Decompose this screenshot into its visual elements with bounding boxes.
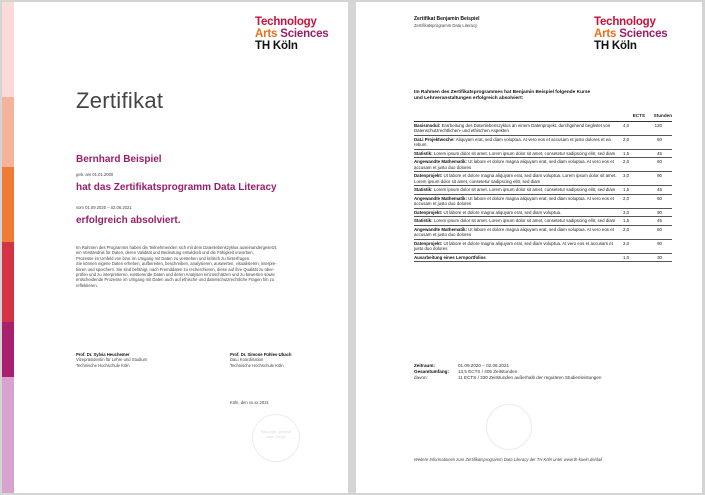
course-hours: 45	[657, 187, 662, 192]
course-text: Lorem ipsum dolor sit amet. Lorem ipsum dolor sit amet, consetetur sadipscing elitr, sed diam	[432, 218, 616, 223]
place-date: Köln, den xx.xx.2021	[230, 400, 269, 405]
course-description	[414, 158, 619, 171]
course-ects: 1,5	[623, 150, 630, 156]
course-title: Statistik:	[414, 187, 433, 192]
body-line: Im Rahmen des Programms haben die Teilnehmenden sich mit dem Datenlebenszyklus auseinandergesetzt,	[76, 245, 278, 250]
signer-2	[230, 352, 291, 368]
course-description	[414, 240, 619, 253]
course-description	[414, 122, 619, 135]
transcript-intro	[414, 90, 590, 103]
color-stripe-red	[2, 242, 14, 322]
course-description	[414, 254, 619, 262]
program-statement: hat das Zertifikatsprogramm Data Literacy	[76, 182, 277, 193]
course-hours: 120	[654, 122, 662, 128]
course-table	[414, 113, 672, 262]
course-title: Angewandte Mathematik:	[414, 226, 467, 232]
certificate-body-text	[76, 245, 338, 288]
course-title: DaLi Projektwoche:	[414, 136, 455, 142]
course-ects: 2,0	[623, 226, 630, 232]
course-title: Statistik:	[414, 218, 433, 223]
seal-stamp	[252, 414, 300, 462]
course-text: Erarbeitung des Datenlebenszyklus an einem Datenprojekt, durchgehend begleitet von Datenschutzrechtlichen- und ethischen Aspekten	[414, 122, 611, 133]
course-description	[414, 186, 619, 194]
th-koeln-logo	[255, 16, 329, 52]
body-line: entscheidende Prozesse im Umgang mit Daten auch auf ethische und datenschutzrechtliche Fragen hin zu	[76, 277, 275, 283]
transcript-header-title: Zertifikat Benjamin Beispiel	[414, 16, 480, 22]
course-hours: 60	[657, 159, 662, 164]
course-description	[414, 217, 619, 225]
course-ects: 2,0	[623, 159, 630, 164]
course-row	[414, 217, 672, 226]
summary-zeitraum-value: 01.09.2020 – 02.06.2021	[458, 363, 510, 368]
course-row	[414, 172, 672, 186]
program-period: vom 01.09.2020 – 02.06.2021	[76, 205, 132, 210]
course-ects: 1,5	[623, 187, 630, 192]
course-hours: 60	[657, 195, 662, 201]
recipient-name: Bernhard Beispiel	[76, 154, 162, 165]
course-description	[414, 136, 619, 149]
summary-davon-label: davon:	[414, 375, 428, 380]
logo-line-technology: Technology	[594, 16, 656, 28]
course-text: Ut labore et dolore magna aliquyam erat, sed diam voluptua. At vero eos et accusam et justo duo dolores	[414, 159, 614, 170]
logo-line-technology: Technology	[255, 16, 317, 28]
course-hours: 60	[657, 226, 662, 232]
course-hours: 45	[657, 150, 662, 156]
course-hours: 90	[657, 240, 662, 246]
transcript-summary	[414, 363, 601, 381]
signer-1-org: Technische Hochschule Köln	[76, 362, 130, 368]
course-row	[414, 240, 672, 254]
course-ects: 3,0	[623, 173, 630, 178]
course-description	[414, 172, 619, 185]
signer-2-role: DaLi Koordination	[230, 357, 264, 363]
certificate-title: Zertifikat	[76, 88, 164, 113]
course-hours: 45	[657, 218, 662, 223]
body-line: Prozesse im Umfeld von bzw. im Umgang mit Daten zu verstehen und kritisch zu hinterfragen.	[76, 255, 251, 261]
signer-1-role: Vizepräsidentin für Lehre und Studium	[76, 357, 148, 363]
course-title: Ausarbeitung eines Lernportfolios	[414, 254, 486, 260]
course-text: Lorem ipsum dolor sit amet. Lorem ipsum dolor sit amet, consetetur sadipscing elitr, sed diam	[432, 187, 616, 192]
course-rows	[414, 122, 672, 263]
course-title: Datenprojekt:	[414, 209, 443, 215]
logo-line-th-koeln: TH Köln	[255, 40, 298, 52]
course-row	[414, 195, 672, 209]
course-text: Lorem ipsum dolor sit amet. Lorem ipsum dolor sit amet, consetetur sadipscing elitr, sed diam	[432, 150, 616, 156]
body-line: Sie können eigene Daten erheben, aufbereiten, beschreiben, analysieren, auswerten, visualisieren, interpre-	[76, 261, 277, 267]
course-text: Ut labore et dolore magna aliquyam erat, sed diam voluptua. Lorem ipsum dolor sit amet. Lorem ipsum dolor sit amet, consetetur sadipscing elitr, sed diam	[414, 173, 617, 184]
course-text: Ut labore et dolore magna aliquyam erat, sed diam voluptua. At vero eos et accusam et justo duo dolores	[414, 195, 614, 206]
course-title: Angewandte Mathematik:	[414, 159, 467, 164]
course-hours: 60	[657, 136, 662, 142]
course-description	[414, 150, 619, 158]
col-ects-header: ECTS	[632, 113, 645, 118]
summary-umfang-value: 13,5 ECTS / 405 Zeitstunden	[458, 369, 518, 374]
logo-word-arts: Arts	[594, 28, 617, 40]
transcript-page	[356, 2, 702, 493]
course-row	[414, 158, 672, 172]
logo-word-sciences: Sciences	[280, 28, 329, 40]
course-text: Ut labore et dolore magna aliquyam erat, sed diam voluptua. At vero eos et accusam et justo duo dolores	[414, 226, 614, 237]
transcript-footer: Weitere Informationen zum Zertifikatsprogramm Data Literacy der TH Köln unter www.th-koeln.de/dali	[414, 457, 603, 462]
seal-text: Sitzungs- gemäß oder Siegel	[260, 429, 292, 439]
course-hours: 90	[657, 173, 662, 178]
intro-line-1: Im Rahmen des Zertifikatsprogrammes hat Benjamin Beispiel folgende Kurse	[414, 90, 591, 95]
course-row	[414, 136, 672, 150]
course-row	[414, 186, 672, 195]
course-row	[414, 122, 672, 136]
course-text: Ut labore et dolore magna aliquyam erat, sed diam voluptua.	[442, 209, 562, 215]
course-ects: 3,0	[623, 209, 630, 215]
logo-word-arts: Arts	[255, 28, 278, 40]
course-title: Datenprojekt:	[414, 173, 443, 178]
signer-2-name: Prof. Dr. Simone Fühles-Ubach	[230, 352, 292, 357]
course-row	[414, 150, 672, 159]
course-title: Datenprojekt:	[414, 240, 443, 246]
certificate-page	[2, 2, 348, 493]
course-ects: 2,0	[623, 195, 630, 201]
summary-zeitraum-label: Zeitraum:	[414, 363, 435, 368]
birth-date: geb. am 01.01.2000	[76, 172, 114, 177]
seal-stamp	[486, 404, 532, 450]
summary-umfang-label: Gesamtumfang:	[414, 369, 449, 374]
course-hours: 90	[657, 209, 662, 215]
color-stripe-salmon	[2, 97, 14, 167]
body-line: ein Verständnis für Daten, deren Validität und Bedeutung entwickelt und die Fähigkeit erworben,	[76, 250, 254, 256]
completion-statement: erfolgreich absolviert.	[76, 215, 181, 226]
course-table-header	[414, 113, 672, 122]
color-stripe-purple	[2, 322, 14, 377]
color-stripe-pink	[2, 2, 14, 97]
course-ects: 1,5	[623, 218, 630, 223]
col-hours-header: Stunden	[653, 113, 672, 118]
logo-word-sciences: Sciences	[619, 28, 668, 40]
course-text: Ut labore et dolore magna aliquyam erat, sed diam voluptua. At vero eos et accusam et justo duo dolores	[414, 240, 613, 251]
signer-1	[76, 352, 147, 368]
course-title: Statistik:	[414, 150, 433, 156]
course-row	[414, 254, 672, 263]
course-title: Angewandte Mathematik:	[414, 195, 467, 201]
logo-line-th-koeln: TH Köln	[594, 40, 637, 52]
color-stripe-orange	[2, 167, 14, 242]
course-hours: 30	[657, 254, 662, 260]
transcript-header-sub: Zertifikatsprogramm Data Literacy	[414, 23, 478, 28]
course-description	[414, 195, 619, 208]
signer-1-name: Prof. Dr. Sylvia Heuchemer	[76, 352, 130, 357]
course-description	[414, 226, 619, 239]
body-line: prüfen und zu interpretieren, existierende Daten und deren Analysen einzuschätzen und zu bewerten sowie	[76, 272, 275, 278]
course-text: Aliquyam erat, sed diam voluptua. At vero eos et accusam et justo dolores et ea rebum.	[414, 136, 611, 147]
course-description	[414, 209, 619, 217]
course-ects: 4,0	[623, 122, 630, 128]
course-ects: 2,0	[623, 136, 630, 142]
body-line: tieren und speichern. Sie sind befähigt, nach Fremddaten zu recherchieren, diese auf ihre Qualität zu über-	[76, 266, 275, 272]
course-title: Basismodul:	[414, 122, 441, 128]
color-stripe-violet	[2, 377, 14, 493]
body-line: reflektieren.	[76, 282, 98, 288]
course-row	[414, 226, 672, 240]
signer-2-org: Technische Hochschule Köln	[230, 362, 284, 368]
summary-davon-value: 11 ECTS / 330 Zeitstunden außerhalb der regulären Studienleistungen	[458, 375, 602, 380]
course-ects: 1,0	[623, 254, 630, 260]
course-row	[414, 209, 672, 218]
course-ects: 3,0	[623, 240, 630, 246]
th-koeln-logo	[594, 16, 668, 52]
intro-line-2: und Lehrveranstaltungen erfolgreich absolviert:	[414, 96, 524, 102]
